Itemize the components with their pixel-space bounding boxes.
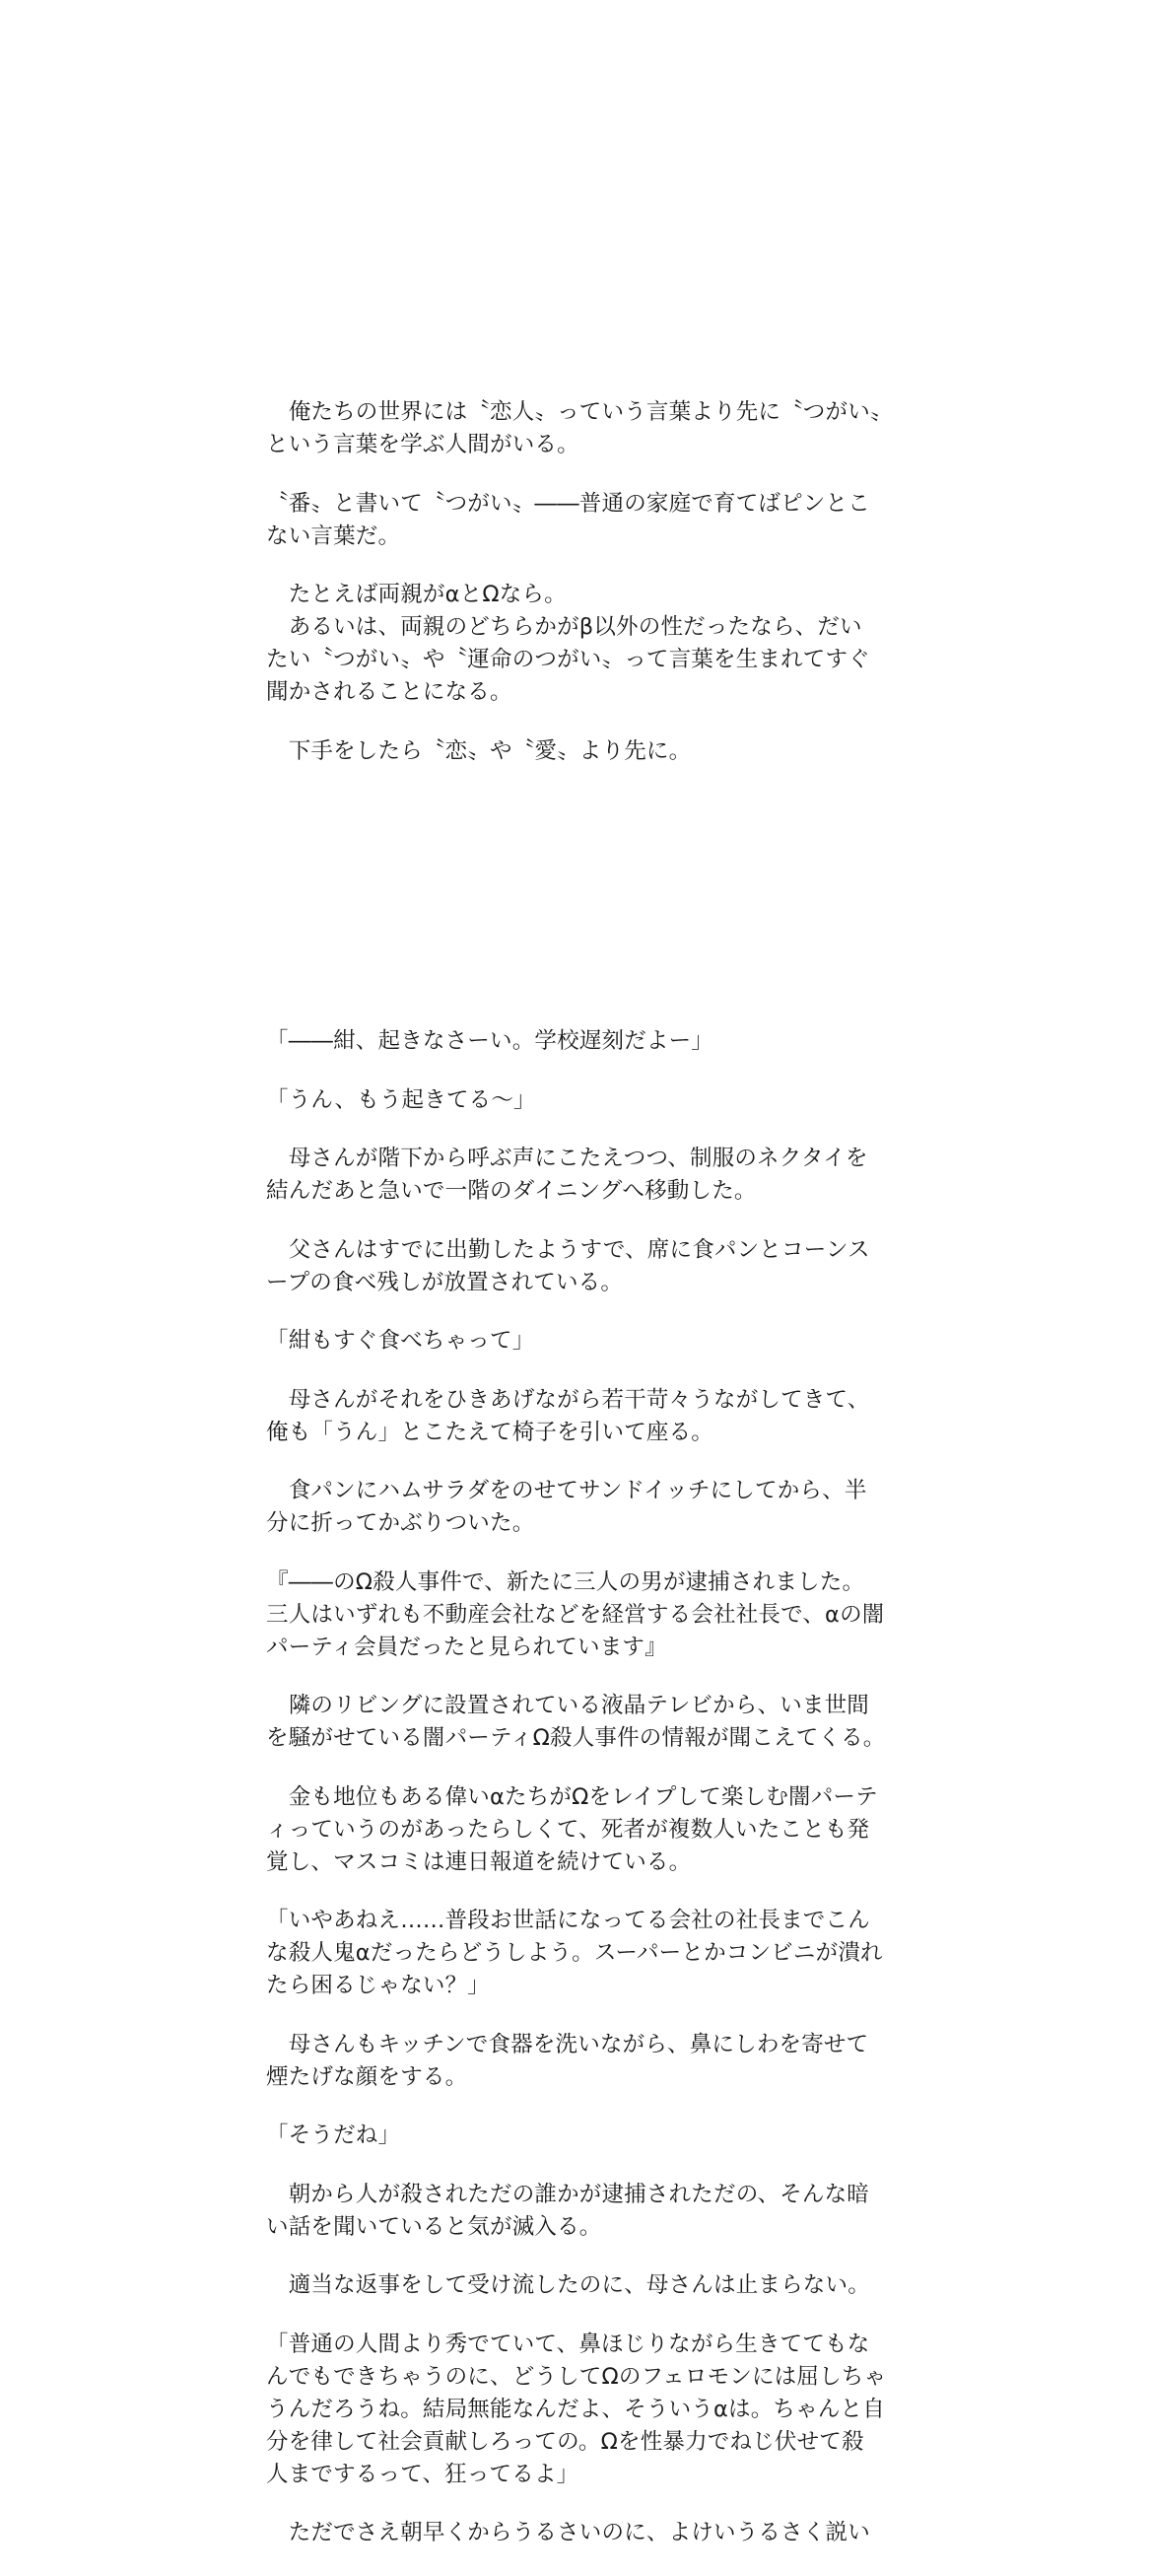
text-line: たい〝つがい〟や〝運命のつがい〟って言葉を生まれてすぐ xyxy=(266,647,870,672)
scene-paragraph-14 xyxy=(266,2179,897,2244)
scene-paragraph-6 xyxy=(266,1384,897,1449)
scene-paragraph-11 xyxy=(266,1905,897,2002)
text-line: 『――のΩ殺人事件で、新たに三人の男が逮捕されました。 xyxy=(266,1568,865,1595)
text-line: ただでさえ朝早くからうるさいのに、よけいうるさく説い xyxy=(266,2520,870,2545)
intro-paragraph-4 xyxy=(266,735,897,768)
section-morning-scene xyxy=(266,1025,897,2576)
text-line: 母さんがそれをひきあげながら若干苛々うながしてきて、 xyxy=(266,1386,870,1413)
text-line: たら困るじゃない？」 xyxy=(266,1973,491,1998)
text-line: を騒がせている闇パーティΩ殺人事件の情報が聞こえてくる。 xyxy=(266,1725,886,1751)
scene-paragraph-7 xyxy=(266,1475,897,1540)
text-line: 朝から人が殺されただの誰かが逮捕されただの、そんな暗 xyxy=(266,2181,870,2207)
intro-paragraph-2 xyxy=(266,488,897,553)
text-line: ープの食べ残しが放置されている。 xyxy=(266,1269,624,1295)
text-line: たとえば両親がαとΩなら。 xyxy=(266,582,567,607)
scene-paragraph-4 xyxy=(266,1234,897,1299)
text-line: な殺人鬼αだったらどうしよう。スーパーとかコンビニが潰れ xyxy=(266,1940,883,1966)
text-line: 聞かされることになる。 xyxy=(266,679,512,705)
text-line: 「紺もすぐ食べちゃって」 xyxy=(266,1328,535,1354)
text-line: い話を聞いていると気が滅入る。 xyxy=(266,2213,602,2240)
text-line: 下手をしたら〝恋〟や〝愛〟より先に。 xyxy=(266,737,692,764)
scene-paragraph-2 xyxy=(266,1084,897,1117)
text-line: あるいは、両親のどちらかがβ以外の性だったなら、だい xyxy=(266,614,862,640)
text-line: 俺も「うん」とこたえて椅子を引いて座る。 xyxy=(266,1419,714,1445)
scene-paragraph-9 xyxy=(266,1690,897,1755)
text-line: 「そうだね」 xyxy=(266,2123,401,2148)
text-line: 母さんが階下から呼ぶ声にこたえつつ、制服のネクタイを xyxy=(266,1146,868,1171)
scene-paragraph-17 xyxy=(266,2517,897,2549)
scene-paragraph-8 xyxy=(266,1566,897,1664)
scene-paragraph-5 xyxy=(266,1325,897,1358)
scene-paragraph-10 xyxy=(266,1781,897,1879)
reading-page xyxy=(266,0,897,2545)
text-line: 〝番〟と書いて〝つがい〟――普通の家庭で育てばピンとこ xyxy=(266,490,870,517)
text-line: 「普通の人間より秀でていて、鼻ほじりながら生きててもな xyxy=(266,2331,870,2357)
text-line: 人までするって、狂ってるよ」 xyxy=(266,2461,579,2487)
section-intro xyxy=(266,396,897,794)
text-line: ない言葉だ。 xyxy=(266,522,401,549)
text-line: 結んだあと急いで一階のダイニングへ移動した。 xyxy=(266,1178,757,1204)
text-line: 金も地位もある偉いαたちがΩをレイプして楽しむ闇パーテ xyxy=(266,1783,878,1810)
text-line: 三人はいずれも不動産会社などを経営する会社社長で、αの闇 xyxy=(266,1601,885,1628)
text-line: 「――紺、起きなさーい。学校遅刻だよー」 xyxy=(266,1028,714,1054)
text-line: 覚し、マスコミは連日報道を続けている。 xyxy=(266,1848,692,1875)
text-line: 煙たげな顔をする。 xyxy=(266,2063,468,2090)
intro-paragraph-3 xyxy=(266,579,897,709)
text-line: 俺たちの世界には〝恋人〟っていう言葉より先に〝つがい〟 xyxy=(266,399,893,425)
text-line: 分を律して社会貢献しろっての。Ωを性暴力でねじ伏せて殺 xyxy=(266,2428,864,2455)
text-line: 父さんはすでに出勤したようすで、席に食パンとコーンス xyxy=(266,1236,870,1263)
scene-paragraph-12 xyxy=(266,2029,897,2094)
scene-paragraph-1 xyxy=(266,1025,897,1058)
text-line: 隣のリビングに設置されている液晶テレビから、いま世間 xyxy=(266,1693,870,1718)
text-line: 食パンにハムサラダをのせてサンドイッチにしてから、半 xyxy=(266,1478,867,1503)
intro-paragraph-1 xyxy=(266,396,897,461)
scene-paragraph-13 xyxy=(266,2120,897,2152)
text-line: という言葉を学ぶ人間がいる。 xyxy=(266,432,579,457)
text-line: 母さんもキッチンで食器を洗いながら、鼻にしわを寄せて xyxy=(266,2031,869,2057)
text-line: 「うん、もう起きてる～」 xyxy=(266,1086,536,1113)
text-line: ィっていうのがあったらしくて、死者が複数人いたことも発 xyxy=(266,1816,870,1843)
scene-paragraph-3 xyxy=(266,1143,897,1208)
text-line: 「いやあねえ……普段お世話になってる会社の社長までこん xyxy=(266,1908,870,1933)
scene-paragraph-15 xyxy=(266,2269,897,2302)
text-line: 分に折ってかぶりついた。 xyxy=(266,1510,535,1536)
text-line: んでもできちゃうのに、どうしてΩのフェロモンには屈しちゃ xyxy=(266,2363,887,2390)
text-line: うんだろうね。結局無能なんだよ、そういうαは。ちゃんと自 xyxy=(266,2396,885,2422)
scene-paragraph-16 xyxy=(266,2329,897,2491)
text-line: パーティ会員だったと見られています』 xyxy=(266,1634,667,1660)
text-line: 適当な返事をして受け流したのに、母さんは止まらない。 xyxy=(266,2272,870,2298)
